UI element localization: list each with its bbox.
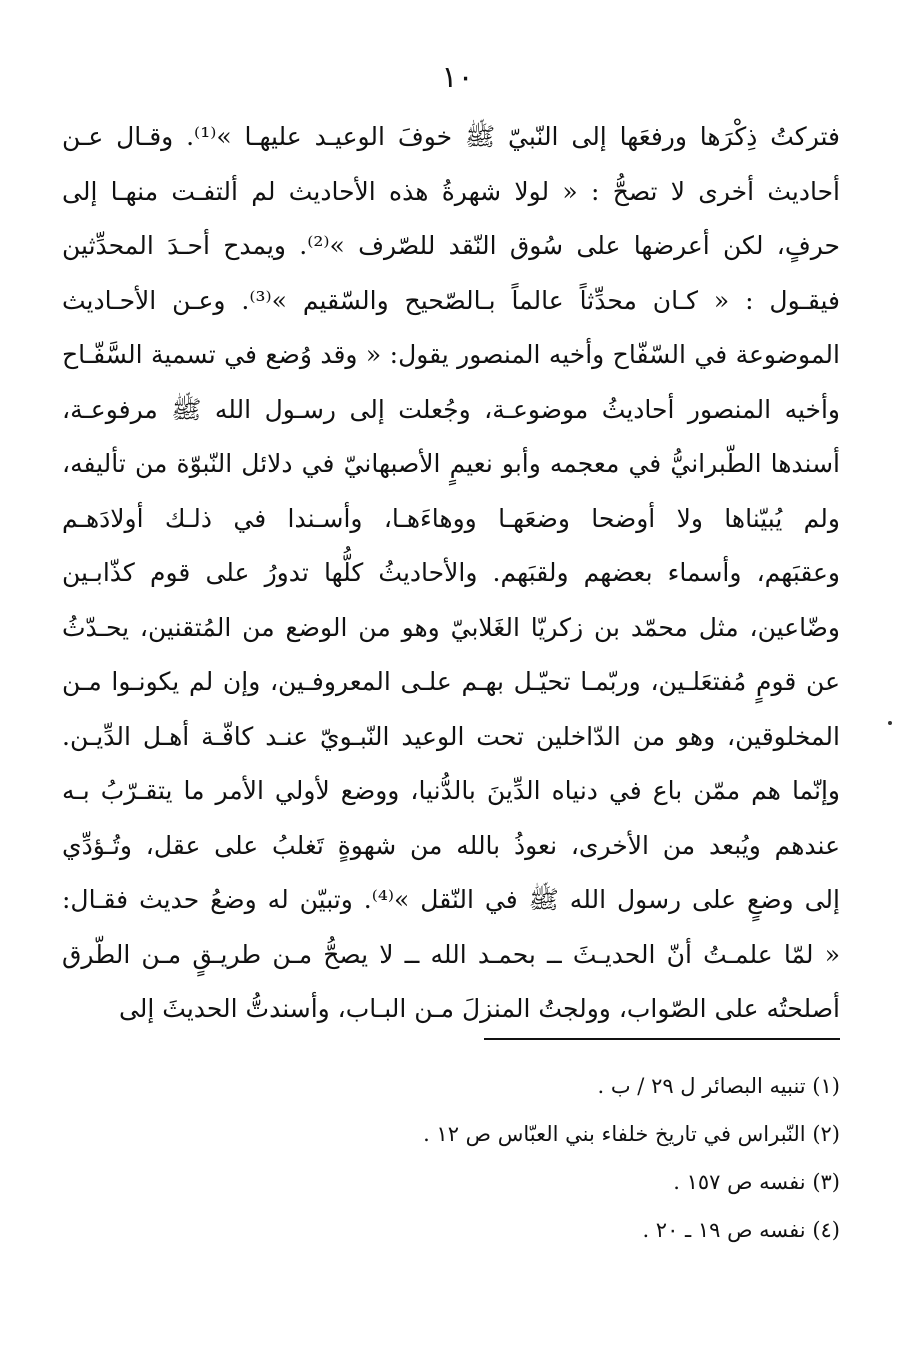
footnote-4: (٤) نفسه ص ١٩ ـ ٢٠ . bbox=[642, 1218, 840, 1242]
body-line: ولم يُبيّناها ولا أوضحا وضعَهـا ووهاءَهـا، وأسـندا في ذلـك أولادَهـم bbox=[62, 503, 840, 533]
body-line: أسندها الطّبرانيُّ في معجمه وأبو نعيمٍ الأصبهانيّ في دلائل النّبوّة من تأليفه، bbox=[62, 449, 840, 478]
body-line: وأخيه المنصور أحاديثُ موضوعـة، وجُعلت إلى رسـول الله ﷺ مرفوعـة، bbox=[62, 394, 840, 424]
body-line: أصلحتُه على الصّواب، وولجتُ المنزلَ مـن البـاب، وأسندتُّ الحديثَ إلى bbox=[118, 994, 840, 1023]
body-text bbox=[62, 110, 840, 1037]
body-line: إلى وضعٍ على رسول الله ﷺ في النّقل »⁽⁴⁾. وتبيّن له وضعُ حديث فقـال: bbox=[62, 885, 840, 914]
body-line: « لمّا علمـتُ أنّ الحديـثَ ــ بحمـد الله ــ لا يصحُّ مـن طريـقٍ مـن الطّرق bbox=[62, 939, 840, 969]
body-line: أحاديث أخرى لا تصحُّ : « لولا شهرةُ هذه الأحاديث لم ألتفـت منهـا إلى bbox=[62, 176, 840, 206]
body-line: عندهم ويُبعد من الأخرى، نعوذُ بالله من شهوةٍ تَغلبُ على عقل، وتُـؤدِّي bbox=[62, 830, 840, 860]
body-line: فتركتُ ذِكْرَها ورفعَها إلى النّبيّ ﷺ خوفَ الوعيـد عليهـا »⁽¹⁾. وقـال عـن bbox=[62, 122, 840, 151]
stray-ink-mark bbox=[888, 721, 892, 725]
body-line: وعقبَهم، وأسماء بعضهم ولقبَهم. والأحاديثُ كلُّها تدورُ على قوم كذّابـين bbox=[62, 558, 840, 587]
body-line: المخلوقين، وهو من الدّاخلين تحت الوعيد النّبـويّ عنـد كافّـة أهـل الدِّيـن. bbox=[62, 721, 840, 751]
body-line: وإنّما هم ممّن باع في دنياه الدِّينَ بالدُّنيا، ووضع لأولي الأمر ما يتقـرّبُ بـه bbox=[62, 776, 840, 805]
page-number: ١٠ bbox=[441, 60, 474, 95]
body-line: وضّاعين، مثل محمّد بن زكريّا الغَلابيّ وهو من الوضع من المُتقنين، يحـدّثُ bbox=[62, 612, 840, 642]
footnotes bbox=[340, 1062, 840, 1254]
footnote-2: (٢) النّبراس في تاريخ خلفاء بني العبّاس ص ١٢ . bbox=[423, 1122, 840, 1146]
body-line: الموضوعة في السّفّاح وأخيه المنصور يقول: « وقد وُضع في تسمية السَّفّـاح bbox=[62, 340, 840, 369]
body-line: حرفٍ، لكن أعرضها على سُوق النّقد للصّرف »⁽²⁾. ويمدح أحـدَ المحدِّثين bbox=[62, 231, 840, 260]
body-line: فيقـول : « كـان محدِّثاً عالماً بـالصّحيح والسّقيم »⁽³⁾. وعـن الأحـاديث bbox=[62, 285, 840, 315]
body-line: عن قومٍ مُفتعَلـين، وربّمـا تحيّـل بهـم علـى المعروفـين، وإن لم يكونـوا مـن bbox=[62, 667, 840, 696]
footnote-1: (١) تنبيه البصائر ل ٢٩ / ب . bbox=[597, 1074, 840, 1098]
footnote-separator bbox=[484, 1038, 840, 1040]
footnote-3: (٣) نفسه ص ١٥٧ . bbox=[673, 1170, 840, 1194]
